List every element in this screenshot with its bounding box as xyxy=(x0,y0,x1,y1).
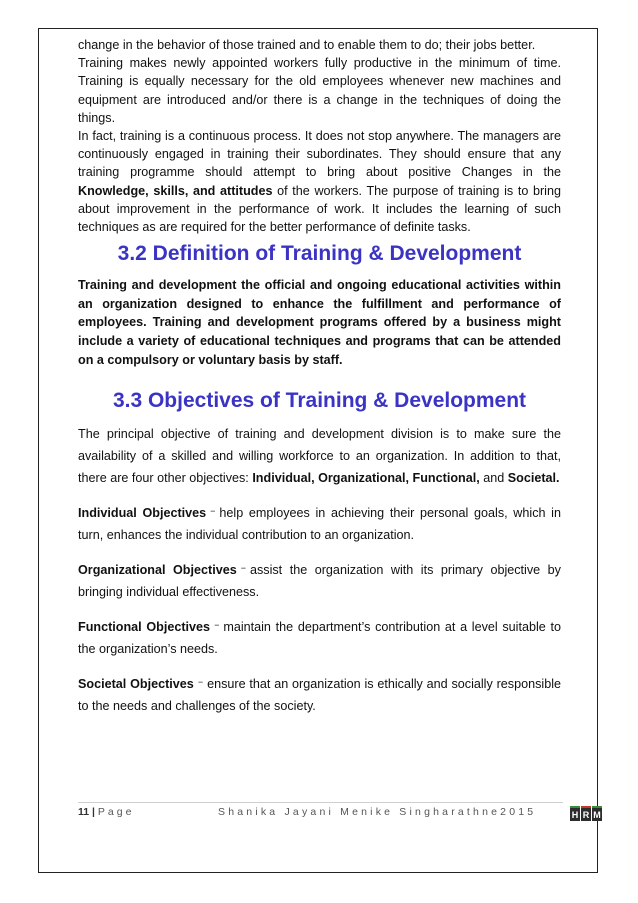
objective-text: ensure that an organization is ethically and socially responsible to the needs and challenges of the society. xyxy=(78,677,561,714)
intro-paragraph-2: Training makes newly appointed workers fully productive in the minimum of time. Training is equally necessary for the old employees whenever new machines and equipment are introduced and/or there is a change in the techniques of doing the things. xyxy=(78,56,561,125)
objectives-intro-text-a: The principal objective of training and development division is to make sure the availability of a skilled and willing workforce to an organization. In addition to that, there are four other objectives: xyxy=(78,427,561,486)
intro-p3-text-a: In fact, training is a continuous process. It does not stop anywhere. The managers are continuously engaged in training their subordinates. They should ensure that any training programme should attempt to bring about positive Changes in the xyxy=(78,129,561,180)
logo-letter-h: H xyxy=(570,806,580,821)
objective-term: Functional Objectives xyxy=(78,620,211,635)
footer-separator: | xyxy=(92,806,95,818)
logo-letter-r: R xyxy=(581,806,591,821)
page-number-label xyxy=(78,806,134,818)
intro-paragraph-1: change in the behavior of those trained and to enable them to do; their jobs better. xyxy=(78,38,536,52)
page-number: 11 xyxy=(78,806,90,818)
page-footer xyxy=(78,806,601,824)
intro-paragraph-3 xyxy=(78,127,561,236)
objective-text: assist the organization with its primary objective by bringing individual effectiveness. xyxy=(78,563,561,600)
section-3-2-body: Training and development the official and ongoing educational activities within an organization designed to enhance the fulfillment and performance of employees. Training and development programs offered by a business might include a variety of educational techniques and programs that can be attended on a compulsory or voluntary basis by staff. xyxy=(78,278,561,367)
page-word: Page xyxy=(97,806,135,818)
dash-glyph: − xyxy=(214,620,220,631)
dash-glyph: − xyxy=(210,506,216,517)
intro-p3-text-b: of the workers. The purpose of training is to bring about improvement in the performance of work. It includes the learning of such techniques as are required for the better performance of definite tasks. xyxy=(78,183,561,235)
section-3-2-heading: 3.2 Definition of Training & Development xyxy=(117,242,522,266)
logo-letter-m: M xyxy=(592,806,602,821)
objectives-intro-bold-2: Societal. xyxy=(507,471,560,486)
objective-term: Societal Objectives xyxy=(78,677,194,692)
dash-glyph: − xyxy=(240,563,246,574)
objectives-intro-text-b: and xyxy=(479,471,508,486)
objectives-intro-bold: Individual, Organizational, Functional, xyxy=(252,471,480,486)
objective-text: maintain the department’s contribution at a level suitable to the organization’s needs. xyxy=(78,620,561,657)
section-3-3-heading: 3.3 Objectives of Training & Development xyxy=(112,389,527,413)
hrm-logo xyxy=(570,806,602,821)
objective-societal xyxy=(78,671,561,717)
footer-divider xyxy=(78,802,563,803)
document-body xyxy=(78,36,561,717)
objective-term: Organizational Objectives xyxy=(78,563,237,578)
dash-glyph: − xyxy=(197,677,204,688)
objective-functional xyxy=(78,614,561,660)
objective-text: help employees in achieving their personal goals, which in turn, enhances the individual contribution to an organization. xyxy=(78,506,561,543)
objective-term: Individual Objectives xyxy=(78,506,207,521)
intro-p3-bold: Knowledge, skills, and attitudes xyxy=(78,183,273,198)
author-name: Shanika Jayani Menike Singharathne2015 xyxy=(218,806,537,818)
objective-individual xyxy=(78,500,561,546)
objective-organizational xyxy=(78,557,561,603)
section-3-3-intro xyxy=(78,423,561,489)
